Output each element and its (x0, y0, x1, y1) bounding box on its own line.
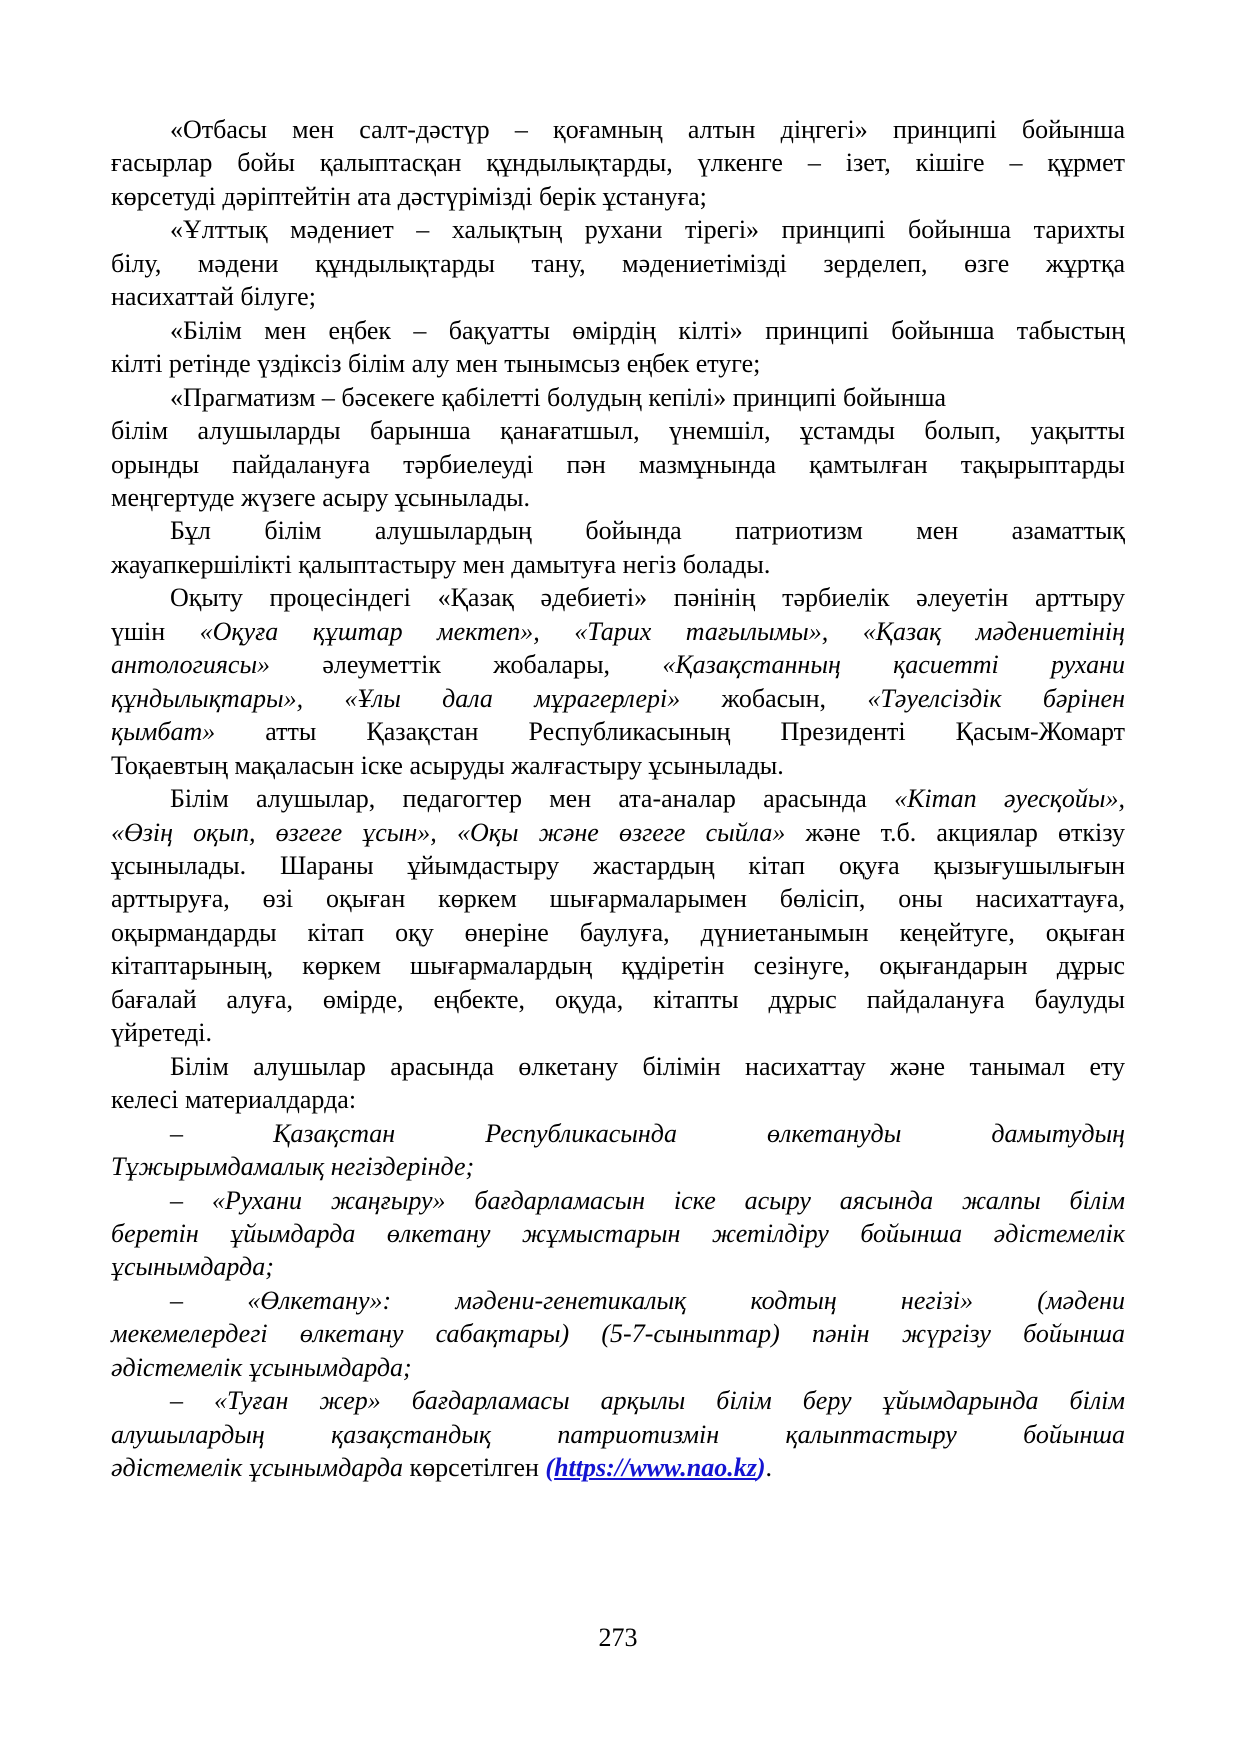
text-line (111, 347, 1125, 380)
text-segment: – Қазақстан Республикасында өлкетануды дамытудың (170, 1118, 1125, 1148)
text-segment: беретін ұйымдарда өлкетану жұмыстарын жетілдіру бойынша әдістемелік (111, 1218, 1125, 1248)
text-line (111, 983, 1125, 1016)
text-line (111, 113, 1125, 146)
text-segment: мекемелердегі өлкетану сабақтары) (5-7-сыныптар) пәнін жүргізу бойынша (111, 1319, 1125, 1349)
text-line (111, 1217, 1125, 1250)
text-segment: насихаттай білуге; (111, 282, 316, 312)
text-segment: жауапкершілікті қалыптастыру мен дамытуға негіз болады. (111, 549, 771, 579)
text-segment: әлеуметтік жобалары, (270, 650, 663, 680)
text-line (111, 213, 1125, 246)
text-segment: меңгертуде жүзеге асыру ұсынылады. (111, 482, 531, 512)
text-segment: көрсетілген (409, 1453, 546, 1483)
text-segment: антологиясы» (111, 650, 271, 680)
text-segment: білім алушыларды барынша қанағатшыл, үнемшіл, ұстамды болып, уақытты (111, 416, 1125, 446)
text-segment: және т.б. акциялар өткізу (785, 817, 1125, 847)
text-segment: Бұл білім алушылардың бойында патриотизм мен азаматтық (170, 516, 1125, 546)
text-line (111, 1117, 1125, 1150)
text-line (111, 314, 1125, 347)
text-line (111, 1083, 1125, 1116)
text-segment: «Ұлттық мәдениет – халықтың рухани тірегі» принципі бойынша тарихты (170, 215, 1125, 245)
text-line (111, 247, 1125, 280)
text-segment: ғасырлар бойы қалыптасқан құндылықтарды, үлкенге – ізет, кішіге – құрмет (111, 148, 1125, 178)
text-segment: көрсетуді дәріптейтін ата дәстүрімізді берік ұстануға; (111, 181, 707, 211)
text-line (111, 1451, 1125, 1484)
text-segment: ( (545, 1453, 555, 1483)
text-segment: «Кітап әуесқойы», (894, 784, 1125, 814)
text-segment: қымбат» (111, 717, 216, 747)
text-segment: әдістемелік ұсынымдарда; (111, 1352, 412, 1382)
text-block (111, 113, 1125, 1485)
text-segment: «Білім мен еңбек – бақуатты өмірдің кілті» принципі бойынша табыстың (170, 315, 1125, 345)
text-line (111, 916, 1125, 949)
text-line (111, 648, 1125, 681)
text-segment: Оқыту процесіндегі «Қазақ әдебиеті» пәнінің тәрбиелік әлеуетін арттыру (170, 583, 1125, 613)
text-line (111, 949, 1125, 982)
text-line (111, 1250, 1125, 1283)
text-segment: құндылықтары», «Ұлы дала мұрагерлері» (111, 683, 681, 713)
text-segment: «Тәуелсіздік бәрінен (867, 683, 1125, 713)
text-segment: білу, мәдени құндылықтарды тану, мәдениетімізді зерделеп, өзге жұртқа (111, 248, 1125, 278)
text-segment: жобасын, (680, 683, 868, 713)
text-segment: үйретеді. (111, 1018, 212, 1048)
text-segment: Білім алушылар арасында өлкетану білімін насихаттау және танымал ету (170, 1051, 1125, 1081)
text-segment: үшін (111, 616, 200, 646)
text-segment: ұсынымдарда; (111, 1252, 274, 1282)
text-segment: «Прагматизм – бәсекеге қабілетті болудың кепілі» принципі бойынша (170, 382, 947, 412)
text-line (111, 180, 1125, 213)
text-line (111, 849, 1125, 882)
text-segment: – «Өлкетану»: мәдени-генетикалық кодтың негізі» (мәдени (170, 1285, 1125, 1315)
text-line (111, 715, 1125, 748)
text-line (111, 514, 1125, 547)
text-segment: оқырмандарды кітап оқу өнеріне баулуға, дүниетанымын кеңейтуге, оқыған (111, 917, 1125, 947)
text-line (111, 1050, 1125, 1083)
text-segment: әдістемелік ұсынымдарда (111, 1453, 410, 1483)
text-segment: – «Рухани жаңғыру» бағдарламасын іске асыру аясында жалпы білім (170, 1185, 1125, 1215)
text-line (111, 1418, 1125, 1451)
text-line (111, 682, 1125, 715)
text-segment: орынды пайдалануға тәрбиелеуді пән мазмұнында қамтылған тақырыптарды (111, 449, 1125, 479)
text-segment: алушылардың қазақстандық патриотизмін қалыптастыру бойынша (111, 1419, 1125, 1449)
text-line (111, 1351, 1125, 1384)
text-line (111, 280, 1125, 313)
text-line (111, 146, 1125, 179)
text-line (111, 548, 1125, 581)
text-line (111, 615, 1125, 648)
text-line (111, 782, 1125, 815)
text-segment: кітаптарының, көркем шығармалардың құдіретін сезінуге, оқығандарын дұрыс (111, 951, 1125, 981)
text-segment: – «Туған жер» бағдарламасы арқылы білім беру ұйымдарында білім (170, 1386, 1125, 1416)
text-line (111, 882, 1125, 915)
text-segment: Тұжырымдамалық негіздерінде; (111, 1152, 475, 1182)
text-segment: келесі материалдарда: (111, 1085, 357, 1115)
text-segment: ) (756, 1453, 766, 1483)
page-number: 273 (598, 1623, 638, 1652)
text-line (111, 448, 1125, 481)
text-line (111, 749, 1125, 782)
text-segment: Білім алушылар, педагогтер мен ата-аналар арасында (170, 784, 895, 814)
text-line (111, 381, 1125, 414)
text-line (111, 481, 1125, 514)
text-line (111, 414, 1125, 447)
text-segment: ұсынылады. Шараны ұйымдастыру жастардың кітап оқуға қызығушылығын (111, 850, 1125, 880)
text-line (111, 581, 1125, 614)
text-line (111, 1317, 1125, 1350)
text-segment: «Отбасы мен салт-дәстүр – қоғамның алтын діңгегі» принципі бойынша (170, 115, 1125, 144)
text-line (111, 1016, 1125, 1049)
text-segment: арттыруға, өзі оқыған көркем шығармаларымен бөлісіп, оны насихаттауға, (111, 884, 1125, 914)
nao-link[interactable]: https://www.nao.kz (554, 1453, 757, 1483)
text-segment: кілті ретінде үздіксіз білім алу мен тынымсыз еңбек етуге; (111, 349, 761, 379)
text-segment: бағалай алуға, өмірде, еңбекте, оқуда, кітапты дұрыс пайдалануға баулуды (111, 984, 1125, 1014)
text-line (111, 1150, 1125, 1183)
text-segment: «Оқуға құштар мектеп», «Тарих тағылымы», «Қазақ мәдениетінің (199, 616, 1125, 646)
text-line (111, 1384, 1125, 1417)
text-line (111, 1284, 1125, 1317)
text-line (111, 1184, 1125, 1217)
text-segment: «Өзің оқып, өзгеге ұсын», «Оқы және өзгеге сыйла» (111, 817, 786, 847)
text-segment: Тоқаевтың мақаласын іске асыруды жалғастыру ұсынылады. (111, 750, 784, 780)
text-segment: . (765, 1453, 773, 1483)
text-segment: атты Қазақстан Республикасының Президенті Қасым-Жомарт (215, 717, 1125, 747)
text-line (111, 816, 1125, 849)
text-segment: «Қазақстанның қасиетті рухани (662, 650, 1126, 680)
